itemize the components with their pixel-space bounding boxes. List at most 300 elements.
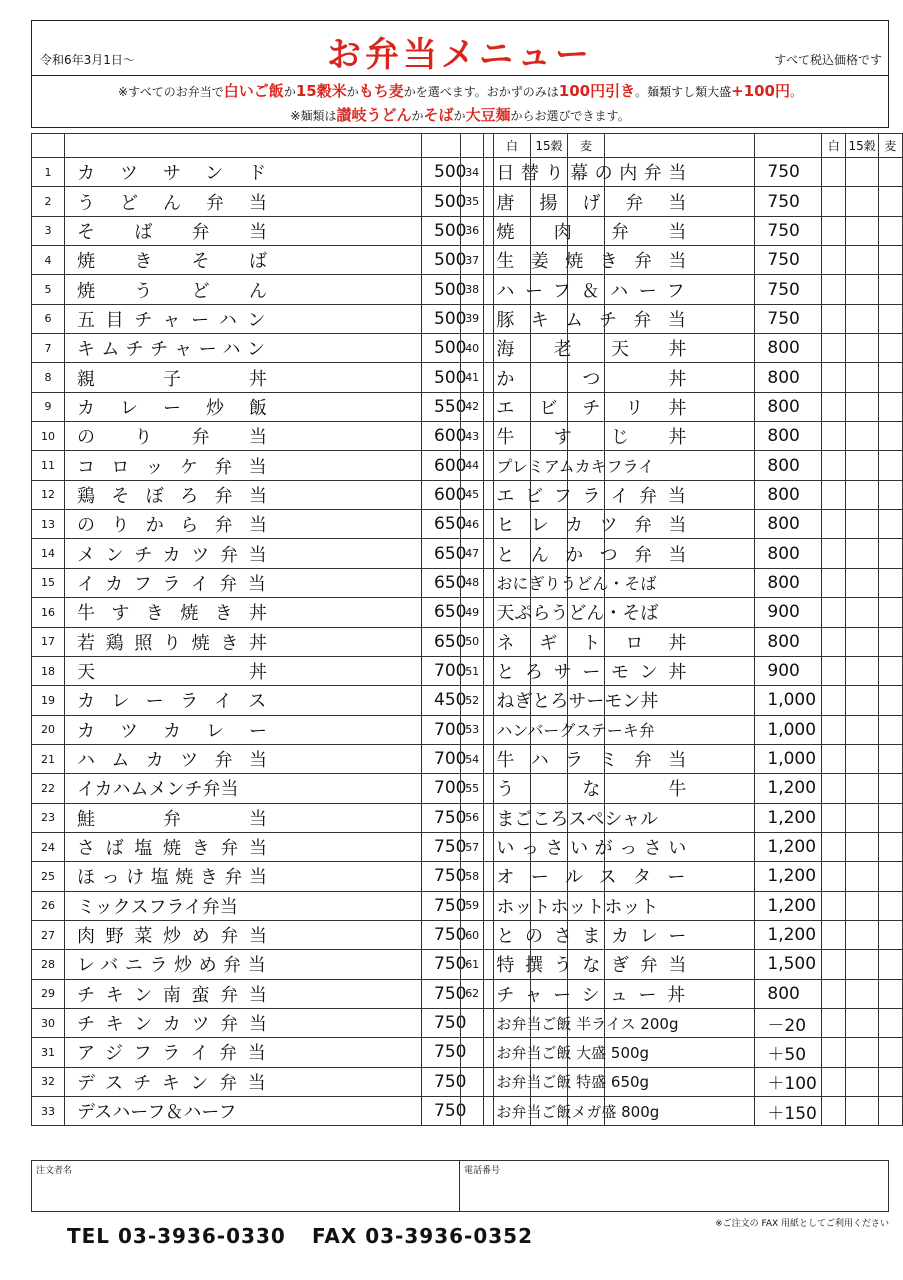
item-number: 4 — [32, 246, 65, 275]
item-name: デスハーフ＆ハーフ — [65, 1097, 422, 1126]
note-text: からお選びできます。 — [510, 109, 630, 123]
item-price: 1,200 — [755, 803, 822, 832]
table-row — [461, 686, 903, 715]
white-rice-check[interactable] — [822, 627, 846, 656]
barley-check[interactable] — [878, 832, 902, 861]
fifteen-grain-check[interactable] — [846, 774, 878, 803]
item-price: 750 — [422, 920, 494, 949]
item-name: 唐揚げ弁当 — [484, 187, 755, 216]
item-price: 1,200 — [755, 862, 822, 891]
item-number: 49 — [461, 598, 484, 627]
item-number: 8 — [32, 363, 65, 392]
item-number: 48 — [461, 568, 484, 597]
fifteen-grain-check[interactable] — [846, 451, 878, 480]
note-line-1 — [32, 80, 888, 101]
white-rice-check[interactable] — [822, 1038, 846, 1067]
note-highlight: +100円 — [731, 82, 790, 100]
barley-check[interactable] — [878, 275, 902, 304]
item-number: 12 — [32, 480, 65, 509]
item-number: 20 — [32, 715, 65, 744]
white-rice-check[interactable] — [822, 392, 846, 421]
fifteen-grain-check[interactable] — [846, 187, 878, 216]
item-price: 750 — [422, 891, 494, 920]
item-name: 海老天丼 — [484, 334, 755, 363]
item-name: カレー炒飯 — [65, 392, 422, 421]
table-row — [461, 216, 903, 245]
item-name: 親子丼 — [65, 363, 422, 392]
item-price: 700 — [422, 774, 494, 803]
item-number: 21 — [32, 744, 65, 773]
white-rice-check[interactable] — [822, 275, 846, 304]
fax-number: FAX 03-3936-0352 — [312, 1224, 533, 1248]
item-price: 500 — [422, 216, 494, 245]
item-name: ハムカツ弁当 — [65, 744, 422, 773]
barley-check[interactable] — [878, 744, 902, 773]
table-row — [461, 920, 903, 949]
item-number: 56 — [461, 803, 484, 832]
item-number: 28 — [32, 950, 65, 979]
item-name: 牛すじ丼 — [484, 422, 755, 451]
rice-choice-header: 15穀 — [531, 134, 568, 158]
table-row — [461, 158, 903, 187]
barley-check[interactable] — [878, 715, 902, 744]
item-price: 800 — [755, 392, 822, 421]
item-name: ハンバーグステーキ弁 — [484, 715, 755, 744]
item-price: 1,200 — [755, 920, 822, 949]
item-name: チキン南蛮弁当 — [65, 979, 422, 1008]
table-row — [461, 656, 903, 685]
item-number: 30 — [32, 1008, 65, 1037]
barley-check[interactable] — [878, 510, 902, 539]
fifteen-grain-check[interactable] — [846, 979, 878, 1008]
note-text: か — [346, 85, 359, 99]
item-price: 750 — [422, 1097, 494, 1126]
item-number: 57 — [461, 832, 484, 861]
note-line-2 — [32, 104, 888, 125]
item-price: 750 — [422, 862, 494, 891]
item-number: 61 — [461, 950, 484, 979]
item-number — [461, 1097, 484, 1126]
fifteen-grain-check[interactable] — [846, 363, 878, 392]
item-name: カレーライス — [65, 686, 422, 715]
item-number: 47 — [461, 539, 484, 568]
table-row — [461, 803, 903, 832]
item-number: 29 — [32, 979, 65, 1008]
barley-check[interactable] — [878, 774, 902, 803]
white-rice-check[interactable] — [822, 1097, 846, 1126]
item-name: イカフライ弁当 — [65, 568, 422, 597]
item-name: 鶏そぼろ弁当 — [65, 480, 422, 509]
item-name: エビフライ弁当 — [484, 480, 755, 509]
barley-check[interactable] — [878, 627, 902, 656]
header-blank — [484, 134, 755, 158]
barley-check[interactable] — [878, 480, 902, 509]
item-name: とろサーモン丼 — [484, 656, 755, 685]
fifteen-grain-check[interactable] — [846, 891, 878, 920]
item-price: 500 — [422, 246, 494, 275]
barley-check[interactable] — [878, 1097, 902, 1126]
table-row — [461, 715, 903, 744]
menu-notes — [31, 76, 889, 128]
white-rice-check[interactable] — [822, 1008, 846, 1037]
item-price: 750 — [422, 1008, 494, 1037]
fifteen-grain-check[interactable] — [846, 686, 878, 715]
item-number: 45 — [461, 480, 484, 509]
item-name: エビチリ丼 — [484, 392, 755, 421]
item-number: 9 — [32, 392, 65, 421]
item-name: のり弁当 — [65, 422, 422, 451]
order-info-box — [31, 1160, 889, 1212]
item-name: 若鶏照り焼き丼 — [65, 627, 422, 656]
fifteen-grain-check[interactable] — [846, 744, 878, 773]
item-name: イカハムメンチ弁当 — [65, 774, 422, 803]
white-rice-check[interactable] — [822, 334, 846, 363]
item-price: 900 — [755, 598, 822, 627]
item-price: 500 — [422, 275, 494, 304]
fifteen-grain-check[interactable] — [846, 862, 878, 891]
item-number: 19 — [32, 686, 65, 715]
table-row — [461, 1038, 903, 1067]
menu-title: お弁当メニュー — [327, 35, 593, 75]
barley-check[interactable] — [878, 686, 902, 715]
item-number: 1 — [32, 158, 65, 187]
item-name: お弁当ご飯 半ライス 200g — [484, 1008, 755, 1037]
item-name: いっさいがっさい — [484, 832, 755, 861]
white-rice-check[interactable] — [822, 304, 846, 333]
fifteen-grain-check[interactable] — [846, 568, 878, 597]
item-price: 1,000 — [755, 715, 822, 744]
barley-check[interactable] — [878, 598, 902, 627]
rice-choice-header: 白 — [822, 134, 846, 158]
fifteen-grain-check[interactable] — [846, 158, 878, 187]
item-name: 焼肉弁当 — [484, 216, 755, 245]
item-number: 40 — [461, 334, 484, 363]
item-number — [461, 1067, 484, 1096]
white-rice-check[interactable] — [822, 920, 846, 949]
item-number: 7 — [32, 334, 65, 363]
table-row — [461, 832, 903, 861]
item-price: 500 — [422, 304, 494, 333]
item-price: 750 — [755, 158, 822, 187]
item-number: 34 — [461, 158, 484, 187]
barley-check[interactable] — [878, 158, 902, 187]
item-price: 750 — [755, 246, 822, 275]
item-number: 6 — [32, 304, 65, 333]
item-name: 五目チャーハン — [65, 304, 422, 333]
item-number: 32 — [32, 1067, 65, 1096]
item-name: 牛ハラミ弁当 — [484, 744, 755, 773]
fifteen-grain-check[interactable] — [846, 246, 878, 275]
note-text: 。 — [790, 85, 803, 99]
white-rice-check[interactable] — [822, 862, 846, 891]
item-name: とのさまカレー — [484, 920, 755, 949]
item-number: 5 — [32, 275, 65, 304]
item-price: 750 — [422, 803, 494, 832]
fifteen-grain-check[interactable] — [846, 422, 878, 451]
item-number: 18 — [32, 656, 65, 685]
fifteen-grain-check[interactable] — [846, 334, 878, 363]
item-name: カツカレー — [65, 715, 422, 744]
item-price: 800 — [755, 422, 822, 451]
item-price: 650 — [422, 627, 494, 656]
fifteen-grain-check[interactable] — [846, 803, 878, 832]
item-name: 天丼 — [65, 656, 422, 685]
item-price: 1,200 — [755, 774, 822, 803]
item-price: 900 — [755, 656, 822, 685]
item-number: 25 — [32, 862, 65, 891]
barley-check[interactable] — [878, 1008, 902, 1037]
item-name: ヒレカツ弁当 — [484, 510, 755, 539]
fifteen-grain-check[interactable] — [846, 539, 878, 568]
table-row — [461, 539, 903, 568]
barley-check[interactable] — [878, 334, 902, 363]
item-name: お弁当ご飯メガ盛 800g — [484, 1097, 755, 1126]
item-price: 700 — [422, 715, 494, 744]
white-rice-check[interactable] — [822, 598, 846, 627]
white-rice-check[interactable] — [822, 979, 846, 1008]
barley-check[interactable] — [878, 891, 902, 920]
barley-check[interactable] — [878, 422, 902, 451]
barley-check[interactable] — [878, 803, 902, 832]
rice-choice-header: 麦 — [568, 134, 605, 158]
item-name: メンチカツ弁当 — [65, 539, 422, 568]
fifteen-grain-check[interactable] — [846, 715, 878, 744]
white-rice-check[interactable] — [822, 422, 846, 451]
item-number: 13 — [32, 510, 65, 539]
fifteen-grain-check[interactable] — [846, 510, 878, 539]
white-rice-check[interactable] — [822, 568, 846, 597]
item-number: 24 — [32, 832, 65, 861]
item-name: アジフライ弁当 — [65, 1038, 422, 1067]
item-name: とんかつ弁当 — [484, 539, 755, 568]
item-number: 58 — [461, 862, 484, 891]
item-price: 600 — [422, 480, 494, 509]
white-rice-check[interactable] — [822, 363, 846, 392]
note-highlight: 100円引き — [558, 82, 636, 100]
item-price: 500 — [422, 363, 494, 392]
barley-check[interactable] — [878, 979, 902, 1008]
barley-check[interactable] — [878, 920, 902, 949]
note-highlight: 白いご飯 — [223, 82, 284, 100]
note-text: かを選べます。おかずのみは — [403, 85, 559, 99]
white-rice-check[interactable] — [822, 803, 846, 832]
barley-check[interactable] — [878, 1067, 902, 1096]
barley-check[interactable] — [878, 451, 902, 480]
fifteen-grain-check[interactable] — [846, 1008, 878, 1037]
tax-note: すべて税込価格です — [774, 53, 882, 67]
item-number: 2 — [32, 187, 65, 216]
fifteen-grain-check[interactable] — [846, 275, 878, 304]
item-price: 800 — [755, 627, 822, 656]
note-text: ※麺類は — [290, 109, 337, 123]
fifteen-grain-check[interactable] — [846, 598, 878, 627]
item-price: 750 — [755, 216, 822, 245]
table-row — [461, 1067, 903, 1096]
barley-check[interactable] — [878, 950, 902, 979]
table-row — [461, 363, 903, 392]
note-highlight: もち麦 — [358, 82, 404, 100]
item-price: 800 — [755, 334, 822, 363]
barley-check[interactable] — [878, 246, 902, 275]
item-name: ホットホットホット — [484, 891, 755, 920]
fifteen-grain-check[interactable] — [846, 304, 878, 333]
white-rice-check[interactable] — [822, 510, 846, 539]
barley-check[interactable] — [878, 1038, 902, 1067]
item-name: レバニラ炒め弁当 — [65, 950, 422, 979]
table-row — [461, 774, 903, 803]
item-name: チャーシュー丼 — [484, 979, 755, 1008]
barley-check[interactable] — [878, 216, 902, 245]
barley-check[interactable] — [878, 862, 902, 891]
barley-check[interactable] — [878, 392, 902, 421]
white-rice-check[interactable] — [822, 891, 846, 920]
phone-number-label: 電話番号 — [464, 1166, 501, 1176]
white-rice-check[interactable] — [822, 686, 846, 715]
item-number: 60 — [461, 920, 484, 949]
fifteen-grain-check[interactable] — [846, 1038, 878, 1067]
white-rice-check[interactable] — [822, 656, 846, 685]
item-price: 650 — [422, 598, 494, 627]
item-number: 23 — [32, 803, 65, 832]
header-blank — [65, 134, 422, 158]
white-rice-check[interactable] — [822, 451, 846, 480]
item-price: 600 — [422, 422, 494, 451]
white-rice-check[interactable] — [822, 539, 846, 568]
barley-check[interactable] — [878, 363, 902, 392]
fifteen-grain-check[interactable] — [846, 920, 878, 949]
item-price: ＋100 — [755, 1067, 822, 1096]
white-rice-check[interactable] — [822, 1067, 846, 1096]
table-row — [461, 744, 903, 773]
header-blank — [32, 134, 65, 158]
item-price: 600 — [422, 451, 494, 480]
fifteen-grain-check[interactable] — [846, 216, 878, 245]
item-number: 50 — [461, 627, 484, 656]
item-name: 特撰うなぎ弁当 — [484, 950, 755, 979]
fifteen-grain-check[interactable] — [846, 392, 878, 421]
barley-check[interactable] — [878, 539, 902, 568]
table-row — [461, 1008, 903, 1037]
fax-usage-note: ※ご注文の FAX 用紙としてご利用ください — [715, 1219, 889, 1229]
fifteen-grain-check[interactable] — [846, 1067, 878, 1096]
item-price: 750 — [422, 950, 494, 979]
item-number: 53 — [461, 715, 484, 744]
item-price: 750 — [422, 979, 494, 1008]
footer-divider — [459, 1161, 460, 1211]
item-name: 焼うどん — [65, 275, 422, 304]
item-price: 650 — [422, 510, 494, 539]
item-number: 41 — [461, 363, 484, 392]
item-number: 22 — [32, 774, 65, 803]
fifteen-grain-check[interactable] — [846, 627, 878, 656]
note-highlight: 讃岐うどん — [336, 106, 412, 124]
white-rice-check[interactable] — [822, 187, 846, 216]
item-name: ハーフ＆ハーフ — [484, 275, 755, 304]
item-number: 39 — [461, 304, 484, 333]
table-row — [461, 187, 903, 216]
item-price: 800 — [755, 568, 822, 597]
table-row — [461, 891, 903, 920]
item-name: うな牛 — [484, 774, 755, 803]
note-text: ※すべてのお弁当で — [117, 85, 224, 99]
white-rice-check[interactable] — [822, 480, 846, 509]
barley-check[interactable] — [878, 656, 902, 685]
fifteen-grain-check[interactable] — [846, 832, 878, 861]
item-price: 750 — [755, 304, 822, 333]
item-number: 3 — [32, 216, 65, 245]
rice-choice-header: 麦 — [878, 134, 902, 158]
white-rice-check[interactable] — [822, 216, 846, 245]
item-number: 38 — [461, 275, 484, 304]
item-number: 36 — [461, 216, 484, 245]
item-price: 800 — [755, 480, 822, 509]
item-number: 17 — [32, 627, 65, 656]
header-blank — [755, 134, 822, 158]
item-number: 59 — [461, 891, 484, 920]
fifteen-grain-check[interactable] — [846, 950, 878, 979]
item-number: 10 — [32, 422, 65, 451]
item-number: 44 — [461, 451, 484, 480]
item-name: お弁当ご飯 特盛 650g — [484, 1067, 755, 1096]
item-price: 700 — [422, 744, 494, 773]
item-name: ほっけ塩焼き弁当 — [65, 862, 422, 891]
item-name: まごころスペシャル — [484, 803, 755, 832]
white-rice-check[interactable] — [822, 246, 846, 275]
table-row — [461, 422, 903, 451]
white-rice-check[interactable] — [822, 950, 846, 979]
item-number: 54 — [461, 744, 484, 773]
white-rice-check[interactable] — [822, 774, 846, 803]
fifteen-grain-check[interactable] — [846, 656, 878, 685]
item-price: 800 — [755, 451, 822, 480]
item-number: 51 — [461, 656, 484, 685]
item-price: 750 — [422, 1038, 494, 1067]
table-row — [461, 334, 903, 363]
barley-check[interactable] — [878, 568, 902, 597]
item-number: 37 — [461, 246, 484, 275]
item-price: 1,500 — [755, 950, 822, 979]
table-row — [461, 451, 903, 480]
item-name: 焼きそば — [65, 246, 422, 275]
note-text: か — [453, 109, 466, 123]
item-name: さば塩焼き弁当 — [65, 832, 422, 861]
barley-check[interactable] — [878, 304, 902, 333]
fifteen-grain-check[interactable] — [846, 480, 878, 509]
item-name: プレミアムカキフライ — [484, 451, 755, 480]
white-rice-check[interactable] — [822, 158, 846, 187]
item-name: ネギトロ丼 — [484, 627, 755, 656]
item-price: 500 — [422, 334, 494, 363]
item-number: 42 — [461, 392, 484, 421]
barley-check[interactable] — [878, 187, 902, 216]
white-rice-check[interactable] — [822, 715, 846, 744]
item-price: 650 — [422, 539, 494, 568]
table-row — [461, 862, 903, 891]
white-rice-check[interactable] — [822, 744, 846, 773]
item-name: オールスター — [484, 862, 755, 891]
table-header-row — [461, 134, 903, 158]
fifteen-grain-check[interactable] — [846, 1097, 878, 1126]
item-name: 天ぷらうどん・そば — [484, 598, 755, 627]
white-rice-check[interactable] — [822, 832, 846, 861]
item-number: 43 — [461, 422, 484, 451]
item-name: おにぎりうどん・そば — [484, 568, 755, 597]
item-number: 15 — [32, 568, 65, 597]
note-text: か — [411, 109, 424, 123]
table-row — [461, 1097, 903, 1126]
orderer-name-label: 注文者名 — [36, 1166, 73, 1176]
item-name: ミックスフライ弁当 — [65, 891, 422, 920]
